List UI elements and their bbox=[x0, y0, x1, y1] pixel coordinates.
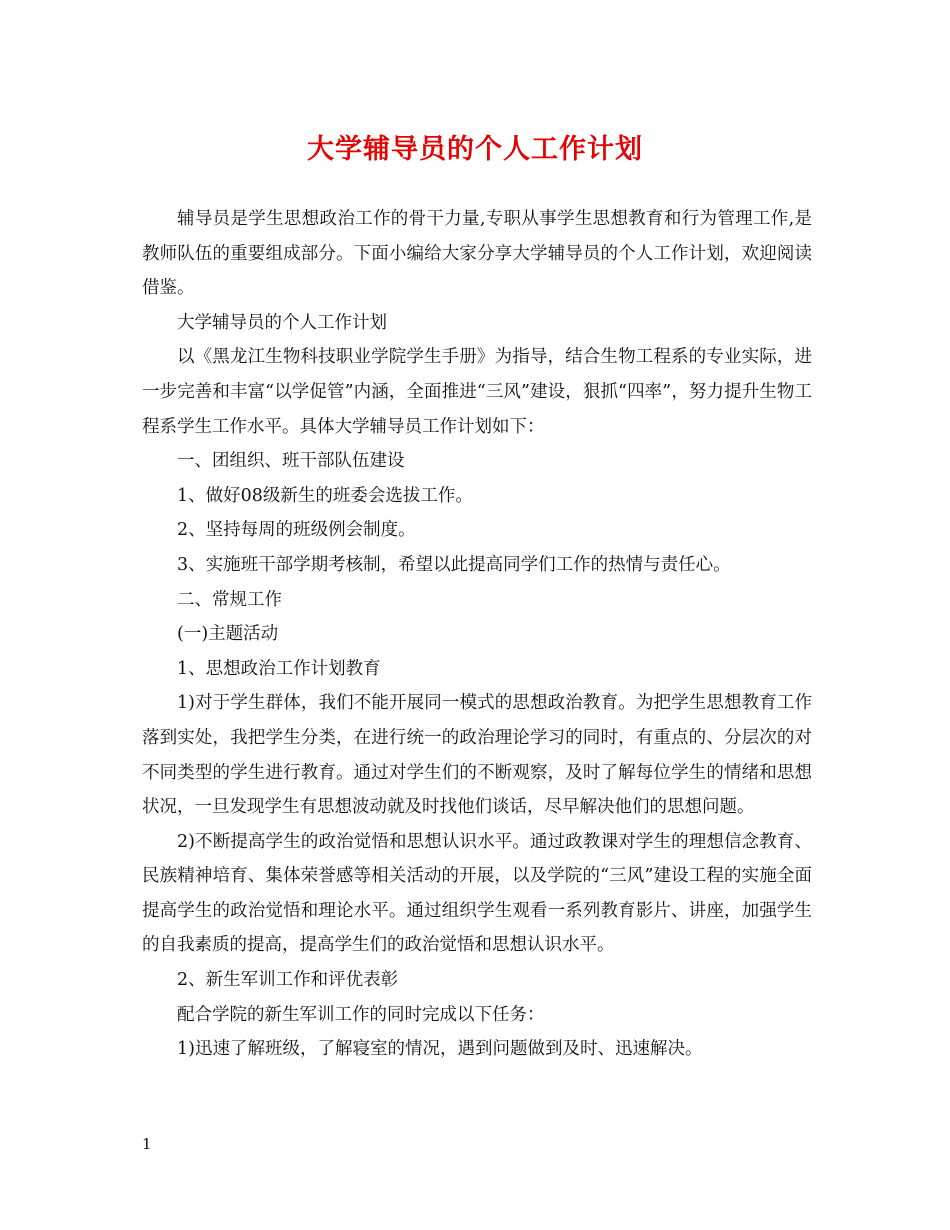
paragraph-guidance: 以《黑龙江生物科技职业学院学生手册》为指导，结合生物工程系的专业实际，进一步完善和丰富“以学促管”内涵，全面推进“三风”建设，狠抓“四率”，努力提升生物工程系学生工作水平。具体大学辅导员工作计划如下： bbox=[142, 347, 812, 437]
list-item: 2、坚持每周的班级例会制度。 bbox=[177, 520, 416, 541]
paragraph-intro: 辅导员是学生思想政治工作的骨干力量,专职从事学生思想教育和行为管理工作,是教师队伍的重要组成部分。下面小编给大家分享大学辅导员的个人工作计划，欢迎阅读借鉴。 bbox=[142, 209, 812, 299]
paragraph-body: 1)对于学生群体，我们不能开展同一模式的思想政治教育。为把学生思想教育工作落到实处，我把学生分类，在进行统一的政治理论学习的同时，有重点的、分层次的对不同类型的学生进行教育。通过对学生们的不断观察，及时了解每位学生的情绪和思想状况，一旦发现学生有思想波动就及时找他们谈话，尽早解决他们的思想问题。 bbox=[142, 693, 812, 818]
paragraph-body: 2)不断提高学生的政治觉悟和思想认识水平。通过政教课对学生的理想信念教育、民族精神培育、集体荣誉感等相关活动的开展，以及学院的“三风”建设工程的实施全面提高学生的政治觉悟和理论水平。通过组织学生观看一系列教育影片、讲座，加强学生的自我素质的提高，提高学生们的政治觉悟和思想认识水平。 bbox=[142, 831, 812, 956]
heading-section-2: 二、常规工作 bbox=[177, 589, 282, 610]
heading-item: 2、新生军训工作和评优表彰 bbox=[177, 970, 399, 991]
paragraph-body: 配合学院的新生军训工作的同时完成以下任务： bbox=[177, 1004, 545, 1025]
heading-item: 1、思想政治工作计划教育 bbox=[177, 658, 381, 679]
document-title: 大学辅导员的个人工作计划 bbox=[307, 134, 643, 165]
page-number: 1 bbox=[142, 1135, 152, 1153]
heading-subsection: (一)主题活动 bbox=[177, 624, 279, 645]
heading-section-1: 一、团组织、班干部队伍建设 bbox=[177, 451, 405, 472]
paragraph-subtitle: 大学辅导员的个人工作计划 bbox=[177, 312, 387, 333]
paragraph-body: 1)迅速了解班级，了解寝室的情况，遇到问题做到及时、迅速解决。 bbox=[177, 1039, 703, 1060]
list-item: 1、做好08级新生的班委会选拔工作。 bbox=[177, 485, 473, 506]
list-item: 3、实施班干部学期考核制，希望以此提高同学们工作的热情与责任心。 bbox=[177, 554, 731, 575]
document-body bbox=[142, 202, 812, 1067]
